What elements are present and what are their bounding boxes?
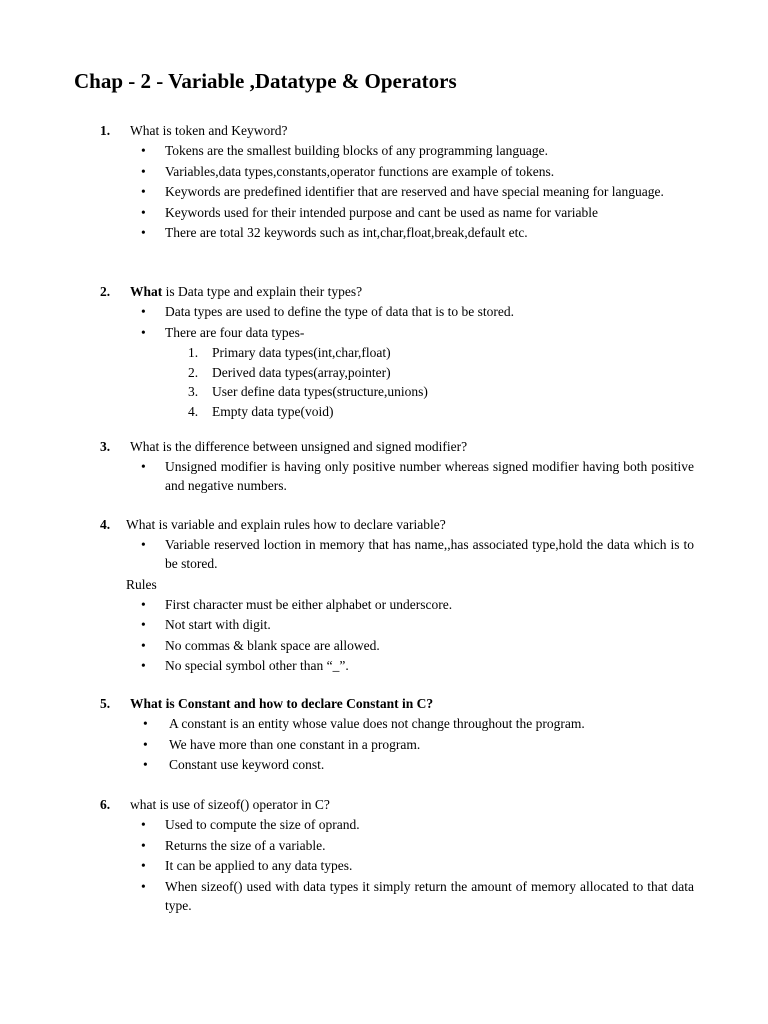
question-number: 3. xyxy=(100,439,111,454)
list-item: • Variable reserved loction in memory that has name,,has associated type,hold the data which is to be stored. xyxy=(141,537,694,571)
question-text: What is the difference between unsigned and signed modifier? xyxy=(130,439,468,454)
list-item: • First character must be either alphabet or underscore. xyxy=(141,596,453,612)
sub-list-item: 3. User define data types(structure,unions) xyxy=(188,384,428,399)
question-text: What is Data type and explain their types? xyxy=(130,284,363,299)
list-item: • Constant use keyword const. xyxy=(143,757,325,772)
bullet-icon: • xyxy=(141,225,146,240)
bullet-icon: • xyxy=(141,324,146,340)
question-text: What is token and Keyword? xyxy=(130,123,288,138)
list-item: • Used to compute the size of oprand. xyxy=(141,817,360,832)
list-item: • Returns the size of a variable. xyxy=(141,837,326,853)
bullet-icon: • xyxy=(141,304,146,319)
question-number: 1. xyxy=(100,123,111,138)
sub-list-item: 2. Derived data types(array,pointer) xyxy=(188,364,391,380)
bullet-icon: • xyxy=(141,637,146,653)
question-3 xyxy=(100,437,700,497)
bullet-icon: • xyxy=(141,878,146,894)
list-item: • Unsigned modifier is having only positive number whereas signed modifier having both positive and negative numbers. xyxy=(141,459,694,493)
bullet-icon: • xyxy=(141,658,146,673)
sub-list-item: 4. Empty data type(void) xyxy=(188,403,334,419)
bullet-icon: • xyxy=(141,184,146,199)
sub-list-item: 1. Primary data types(int,char,float) xyxy=(188,345,391,360)
question-4 xyxy=(100,515,700,677)
question-1 xyxy=(100,121,700,244)
list-item: • Data types are used to define the type of data that is to be stored. xyxy=(141,304,515,319)
bullet-icon: • xyxy=(141,837,146,853)
question-text: What is variable and explain rules how to declare variable? xyxy=(126,517,446,532)
bullet-icon: • xyxy=(143,716,148,731)
list-item: • There are four data types- xyxy=(141,324,305,340)
question-2 xyxy=(100,282,700,421)
bullet-icon: • xyxy=(141,204,146,220)
bullet-icon: • xyxy=(141,537,146,552)
bullet-icon: • xyxy=(143,757,148,772)
bullet-icon: • xyxy=(141,163,146,179)
question-5 xyxy=(100,694,700,776)
list-item: • Not start with digit. xyxy=(141,617,271,632)
question-6 xyxy=(100,795,700,916)
bullet-icon: • xyxy=(141,858,146,873)
question-number: 6. xyxy=(100,797,111,812)
question-number: 2. xyxy=(100,284,111,299)
list-item: • It can be applied to any data types. xyxy=(141,858,353,873)
list-item: • Variables,data types,constants,operator functions are example of tokens. xyxy=(141,163,555,179)
question-number: 5. xyxy=(100,696,111,711)
list-item: • Tokens are the smallest building blocks of any programming language. xyxy=(141,143,548,158)
list-item: • We have more than one constant in a program. xyxy=(143,736,421,752)
list-item: • No special symbol other than “_”. xyxy=(141,658,349,673)
list-item: • Keywords are predefined identifier that are reserved and have special meaning for language. xyxy=(141,184,664,199)
list-item: • No commas & blank space are allowed. xyxy=(141,637,380,653)
bullet-icon: • xyxy=(141,459,146,474)
bullet-icon: • xyxy=(141,817,146,832)
page-title: Chap - 2 - Variable ,Datatype & Operators xyxy=(74,69,457,93)
bullet-icon: • xyxy=(143,736,148,752)
bullet-icon: • xyxy=(141,617,146,632)
list-item: • Keywords used for their intended purpose and cant be used as name for variable xyxy=(141,204,598,220)
list-item: • A constant is an entity whose value does not change throughout the program. xyxy=(143,716,585,731)
rules-label: Rules xyxy=(126,576,157,592)
question-text: What is Constant and how to declare Constant in C? xyxy=(130,696,434,711)
list-item: • When sizeof() used with data types it simply return the amount of memory allocated to that data type. xyxy=(141,878,694,913)
bullet-icon: • xyxy=(141,596,146,612)
question-number: 4. xyxy=(100,517,111,532)
bullet-icon: • xyxy=(141,143,146,158)
list-item: • There are total 32 keywords such as int,char,float,break,default etc. xyxy=(141,225,528,240)
question-text: what is use of sizeof() operator in C? xyxy=(130,797,330,812)
